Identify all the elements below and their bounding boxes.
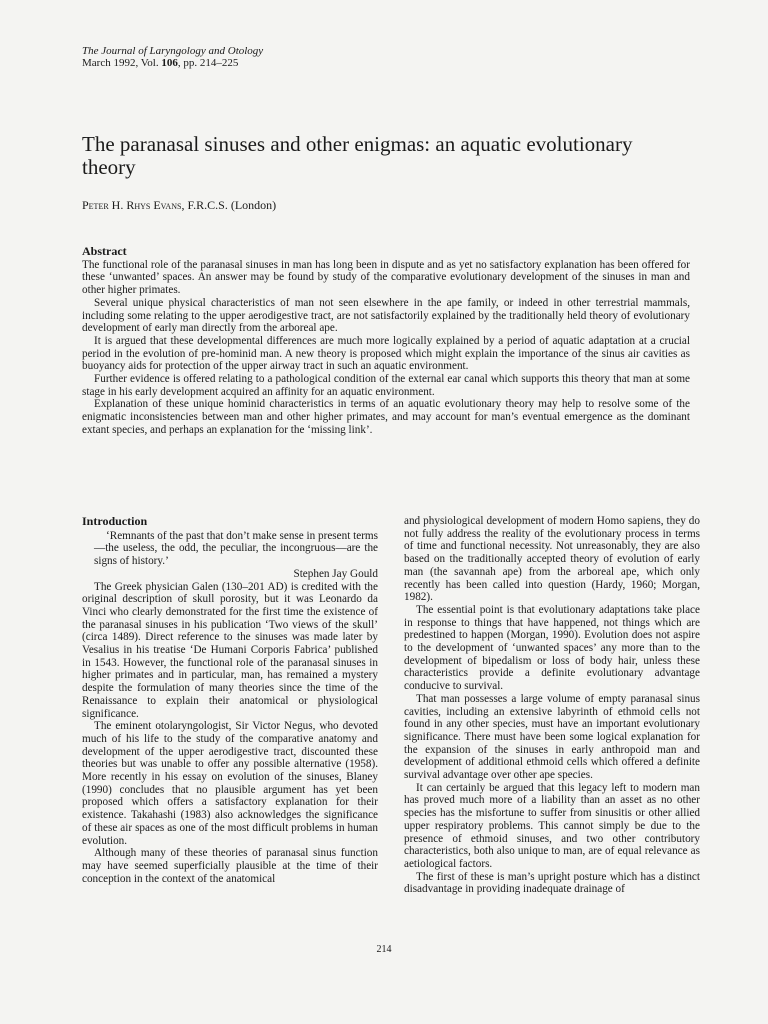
body-paragraph: The first of these is man’s upright posture which has a distinct disadvantage in providing inadequate drainage of	[404, 870, 700, 896]
body-paragraph: The Greek physician Galen (130–201 AD) is credited with the original description of skull porosity, but it was Leonardo da Vinci who clearly demonstrated for the first time the existence of the paranasal sinuses in his publication ‘Two views of the skull’ (circa 1489). Direct reference to the sinuses was made later by Vesalius in his treatise ‘De Humani Corporis Fabrica’ published in 1543. However, the functional role of the paranasal sinuses in higher primates and in particular, man, has remained a mystery despite the formulation of many theories since the time of the Renaissance to explain their anatomical or physiological significance.	[82, 580, 378, 720]
page-number: 214	[376, 944, 392, 955]
author-credentials: , F.R.C.S. (London)	[181, 198, 277, 212]
left-column	[82, 515, 378, 885]
abstract-paragraph: Several unique physical characteristics of man not seen elsewhere in the ape family, or indeed in other terrestrial mammals, including some relating to the upper aerodigestive tract, are not satisfactorily explained by the traditionally held theory of evolutionary development of early man directly from the arboreal ape.	[82, 296, 690, 335]
citation-pages: , pp. 214–225	[177, 57, 239, 69]
article-title: The paranasal sinuses and other enigmas: an aquatic evolutionary theory	[82, 132, 633, 179]
citation-volume: 106	[161, 57, 178, 69]
abstract	[82, 245, 690, 437]
abstract-paragraph: Further evidence is offered relating to a pathological condition of the external ear canal which supports this theory that man at some stage in his early development acquired an affinity for an aquatic environment.	[82, 373, 690, 398]
abstract-paragraph: The functional role of the paranasal sinuses in man has long been in dispute and as yet no satisfactory explanation has been offered for these ‘unwanted’ spaces. An answer may be found by study of the comparative evolutionary development of the sinuses in man and other higher primates.	[82, 258, 690, 297]
journal-header	[82, 45, 263, 69]
epigraph-author: Stephen Jay Gould	[293, 567, 378, 580]
introduction-heading: Introduction	[82, 514, 148, 528]
right-column	[404, 515, 700, 896]
abstract-paragraph: Explanation of these unique hominid characteristics in terms of an aquatic evolutionary theory may help to resolve some of the enigmatic inconsistencies between man and other higher primates, and may account for man’s eventual emergence as the dominant extant species, and perhaps an explanation for the ‘missing link’.	[82, 398, 690, 436]
journal-citation	[82, 57, 263, 69]
body-paragraph: and physiological development of modern Homo sapiens, they do not fully address the reality of the evolutionary process in terms of time and functional necessity. Not unreasonably, they are also based on the traditionally accepted theory of evolution of early man (the savannah ape) from the arboreal ape, which only recently has been called into question (Hardy, 1960; Morgan, 1982).	[404, 515, 700, 604]
citation-date: March 1992, Vol.	[82, 57, 162, 69]
journal-name: The Journal of Laryngology and Otology	[82, 45, 264, 57]
body-paragraph: Although many of these theories of paranasal sinus function may have seemed superficially plausible at the time of their conception in the context of the anatomical	[82, 847, 378, 885]
author-name: Peter H. Rhys Evans	[82, 198, 182, 212]
abstract-paragraph: It is argued that these developmental differences are much more logically explained by a period of aquatic adaptation at a crucial period in the evolution of pre-hominid man. A new theory is proposed which might explain the importance of the sinus air cavities as buoyancy aids for protection of the upper airway tract in such an aquatic environment.	[82, 334, 690, 373]
body-paragraph: It can certainly be argued that this legacy left to modern man has proved much more of a liability than an asset as no other species has the misfortune to suffer from sinusitis or other allied upper respiratory problems. This cannot simply be due to the presence of ethmoid sinuses, and two other contributory characteristics, both also unique to man, are of equal relevance as aetiological factors.	[404, 781, 700, 870]
body-paragraph: The eminent otolaryngologist, Sir Victor Negus, who devoted much of his life to the study of the comparative anatomy and development of the upper aerodigestive tract, discounted these theories but was unable to offer any possible alternative (1958). More recently in his essay on evolution of the sinuses, Blaney (1990) concludes that no plausible argument has yet been proposed which offers a satisfactory explanation for their existence. Takahashi (1983) also acknowledges the significance of these air spaces as one of the most difficult problems in human evolution.	[82, 720, 378, 847]
body-paragraph: The essential point is that evolutionary adaptations take place in response to things that have happened, not things which are predestined to happen (Morgan, 1990). Evolution does not aspire to the development of ‘unwanted spaces’ any more than to the development of bipedalism or loss of body hair, unless these characteristics provide a definite evolutionary advantage conducive to survival.	[404, 603, 700, 693]
author-line	[82, 198, 276, 213]
epigraph-quote: ‘Remnants of the past that don’t make sense in present terms—the useless, the odd, the peculiar, the incongruous—are the signs of history.’	[94, 529, 378, 568]
abstract-heading: Abstract	[82, 244, 127, 258]
body-paragraph: That man possesses a large volume of empty paranasal sinus cavities, including an extensive labyrinth of ethmoid cells not found in any other species, must have an important evolutionary significance. There must have been some logical explanation for the expansion of the sinuses in early anthropoid man and development of additional ethmoid cells which offered a definite survival advantage over other ape species.	[404, 692, 700, 782]
